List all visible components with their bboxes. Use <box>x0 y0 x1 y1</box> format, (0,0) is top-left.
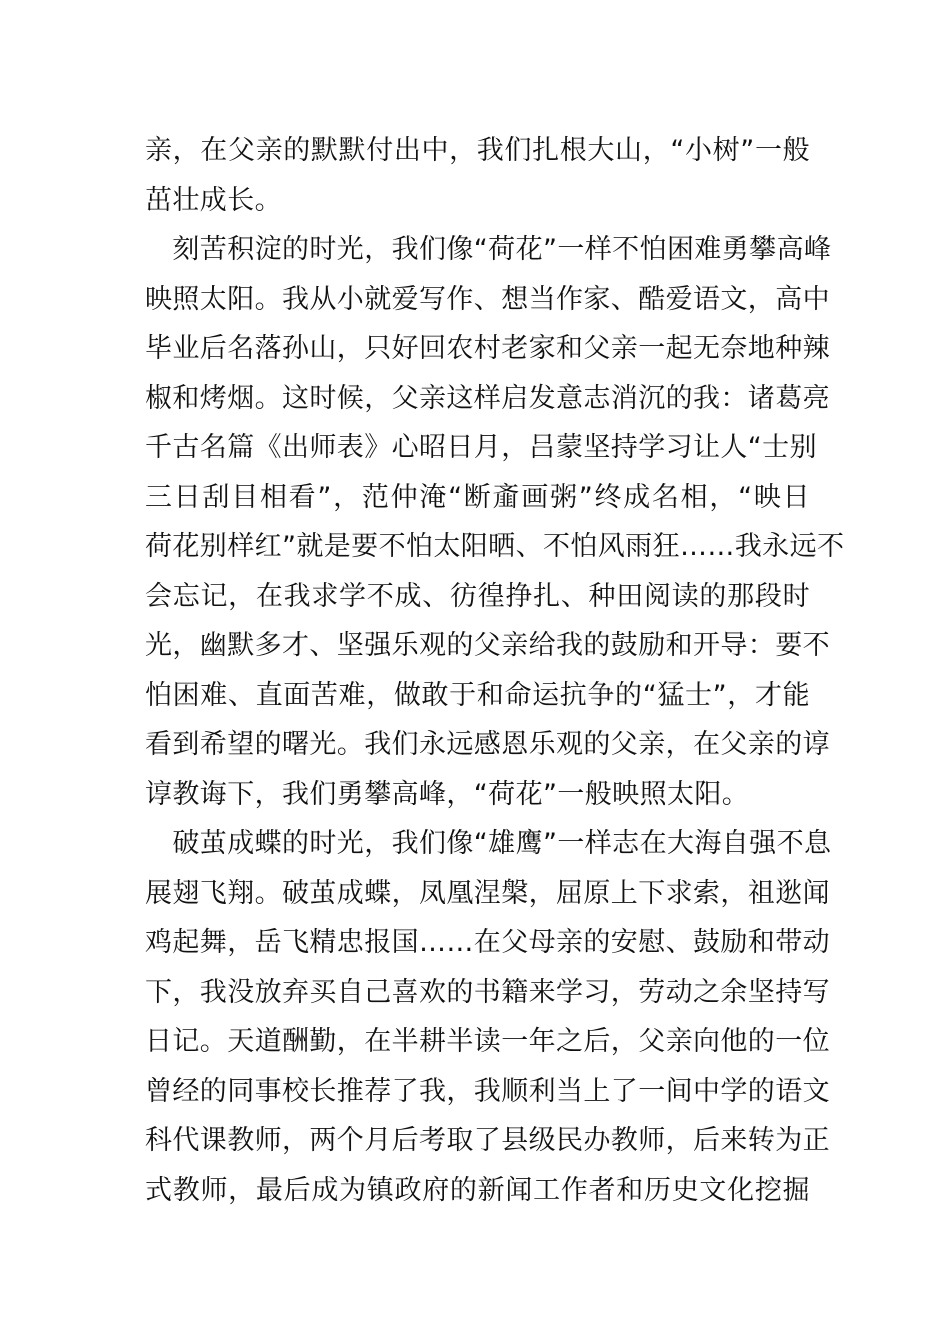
text-line: 科代课教师，两个月后考取了县级民办教师，后来转为正 <box>145 1125 830 1156</box>
text-line: 怕困难、直面苦难，做敢于和命运抗争的“猛士”，才能 <box>145 679 810 711</box>
text-line: 破茧成蝶的时光，我们像“雄鹰”一样志在大海自强不息 <box>145 828 832 859</box>
text-line: 亲，在父亲的默默付出中，我们扎根大山，“小树”一般 <box>145 135 810 166</box>
text-line: 展翅飞翔。破茧成蝶，凤凰涅槃，屈原上下求索，祖逖闻 <box>145 877 830 909</box>
text-line: 椒和烤烟。这时候，父亲这样启发意志消沉的我：诸葛亮 <box>145 382 830 414</box>
text-line: 茁壮成长。 <box>145 184 282 216</box>
text-line: 会忘记，在我求学不成、彷徨挣扎、种田阅读的那段时 <box>145 580 810 612</box>
text-line: 刻苦积淀的时光，我们像“荷花”一样不怕困难勇攀高峰 <box>145 234 832 265</box>
text-line: 千古名篇《出师表》心昭日月，吕蒙坚持学习让人“士别 <box>145 432 817 463</box>
text-line: 谆教诲下，我们勇攀高峰，“荷花”一般映照太阳。 <box>145 778 750 810</box>
text-line: 荷花别样红”就是要不怕太阳晒、不怕风雨狂……我永远不 <box>145 531 845 562</box>
text-line: 看到希望的曙光。我们永远感恩乐观的父亲，在父亲的谆 <box>145 729 830 760</box>
text-line: 式教师，最后成为镇政府的新闻工作者和历史文化挖掘 <box>145 1174 810 1206</box>
text-line: 日记。天道酬勤，在半耕半读一年之后，父亲向他的一位 <box>145 1026 830 1057</box>
text-line: 毕业后名落孙山，只好回农村老家和父亲一起无奈地种辣 <box>145 333 830 364</box>
text-line: 光，幽默多才、坚强乐观的父亲给我的鼓励和开导：要不 <box>145 630 830 661</box>
document-body <box>145 126 845 1215</box>
text-line: 鸡起舞，岳飞精忠报国……在父母亲的安慰、鼓励和带动 <box>145 927 830 958</box>
text-line: 三日刮目相看”，范仲淹“断齑画粥”终成名相，“映日 <box>145 481 810 513</box>
text-line: 下，我没放弃买自己喜欢的书籍来学习，劳动之余坚持写 <box>145 976 830 1008</box>
text-line: 曾经的同事校长推荐了我，我顺利当上了一间中学的语文 <box>145 1075 830 1107</box>
text-line: 映照太阳。我从小就爱写作、想当作家、酷爱语文，高中 <box>145 283 830 315</box>
